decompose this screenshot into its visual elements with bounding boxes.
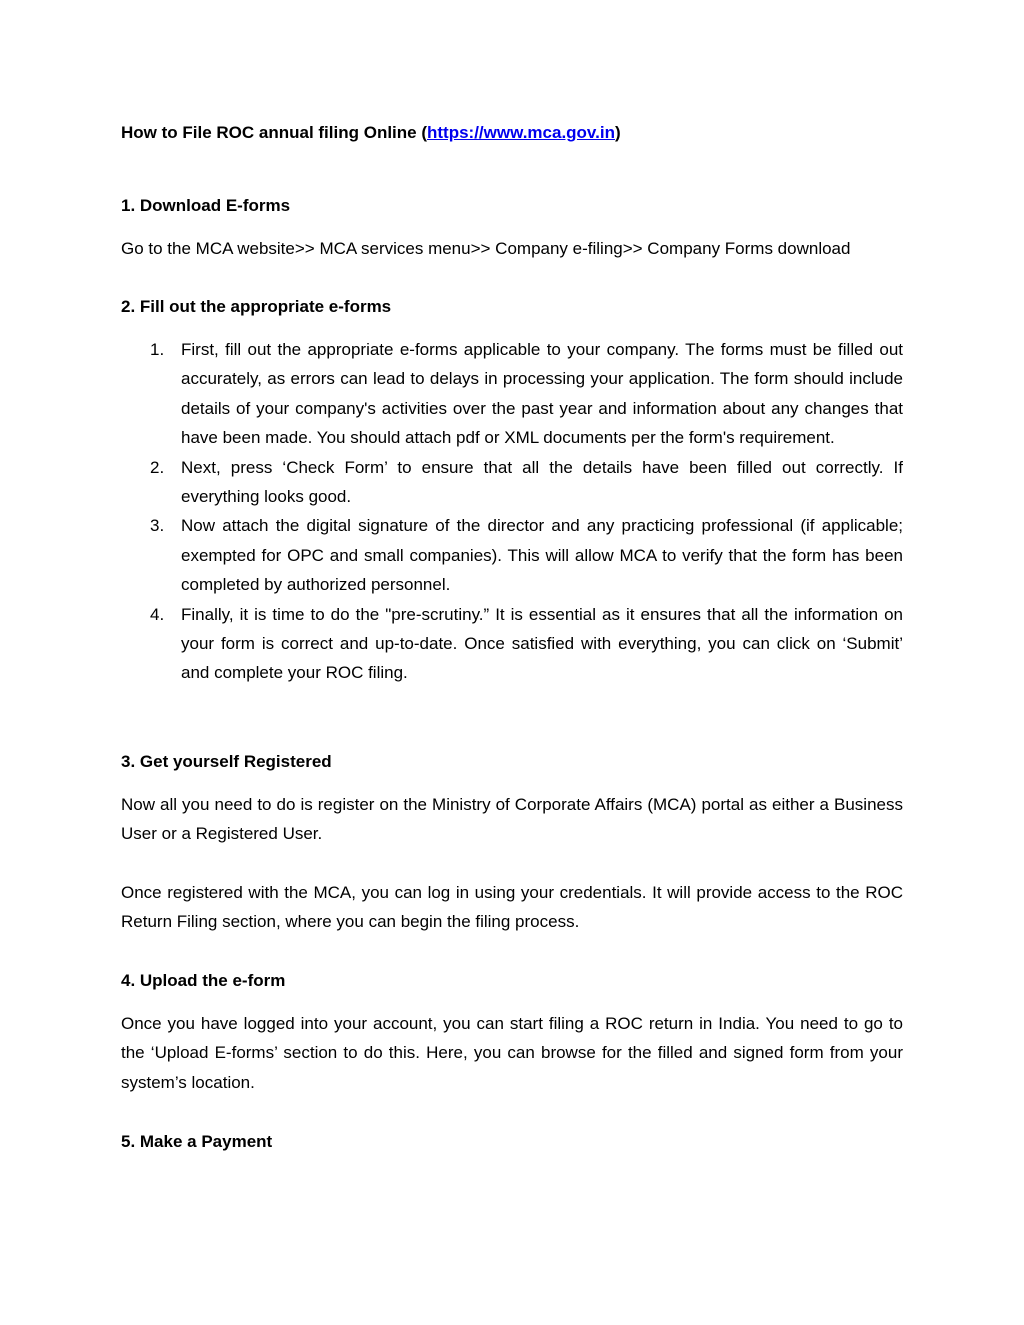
list-item-text: Now attach the digital signature of the director and any practicing professional (if applicable; exempted for OPC and small companies). This will allow MCA to verify that the form has been completed by authorized personnel. (181, 516, 903, 595)
mca-website-link[interactable]: https://www.mca.gov.in (427, 123, 615, 142)
list-item-number: 4. (150, 604, 165, 624)
section-body-upload: Once you have logged into your account, you can start filing a ROC return in India. You need to go to the ‘Upload E-forms’ section to do this. Here, you can browse for the filled and signed form from your system’s location. (121, 1014, 903, 1092)
list-item-number: 2. (150, 457, 165, 477)
list-item (121, 335, 903, 453)
list-item (121, 600, 903, 688)
list-item (121, 511, 903, 599)
section-heading-download: 1. Download E-forms (121, 196, 291, 215)
list-item-text: Next, press ‘Check Form’ to ensure that all the details have been filled out correctly. If everything looks good. (181, 457, 903, 507)
section-heading-payment: 5. Make a Payment (121, 1132, 273, 1151)
fill-out-steps-list (121, 335, 903, 688)
title-close-paren: ) (614, 123, 621, 142)
section-body-download: Go to the MCA website>> MCA services menu>> Company e-filing>> Company Forms download (121, 239, 851, 258)
section-heading-upload: 4. Upload the e-form (121, 971, 286, 990)
section-body-register-1: Now all you need to do is register on the Ministry of Corporate Affairs (MCA) portal as either a Business User or a Registered User. (121, 795, 903, 844)
section-heading-register: 3. Get yourself Registered (121, 752, 332, 771)
section-heading-fill-out: 2. Fill out the appropriate e-forms (121, 297, 392, 316)
list-item-text: Finally, it is time to do the "pre-scrutiny.” It is essential as it ensures that all the information on your form is correct and up-to-date. Once satisfied with everything, you can click on ‘Submit’ and complete your ROC filing. (181, 604, 903, 683)
list-item (121, 453, 903, 512)
list-item-number: 3. (150, 516, 165, 536)
list-item-text: First, fill out the appropriate e-forms applicable to your company. The forms must be filled out accurately, as errors can lead to delays in processing your application. The form should include details of your company's activities over the past year and information about any changes that have been made. You should attach pdf or XML documents per the form's requirement. (181, 340, 903, 448)
section-body-register-2: Once registered with the MCA, you can log in using your credentials. It will provide access to the ROC Return Filing section, where you can begin the filing process. (121, 883, 903, 932)
list-item-number: 1. (150, 340, 165, 359)
document-title (121, 118, 621, 147)
title-text: How to File ROC annual filing Online ( (121, 123, 427, 142)
